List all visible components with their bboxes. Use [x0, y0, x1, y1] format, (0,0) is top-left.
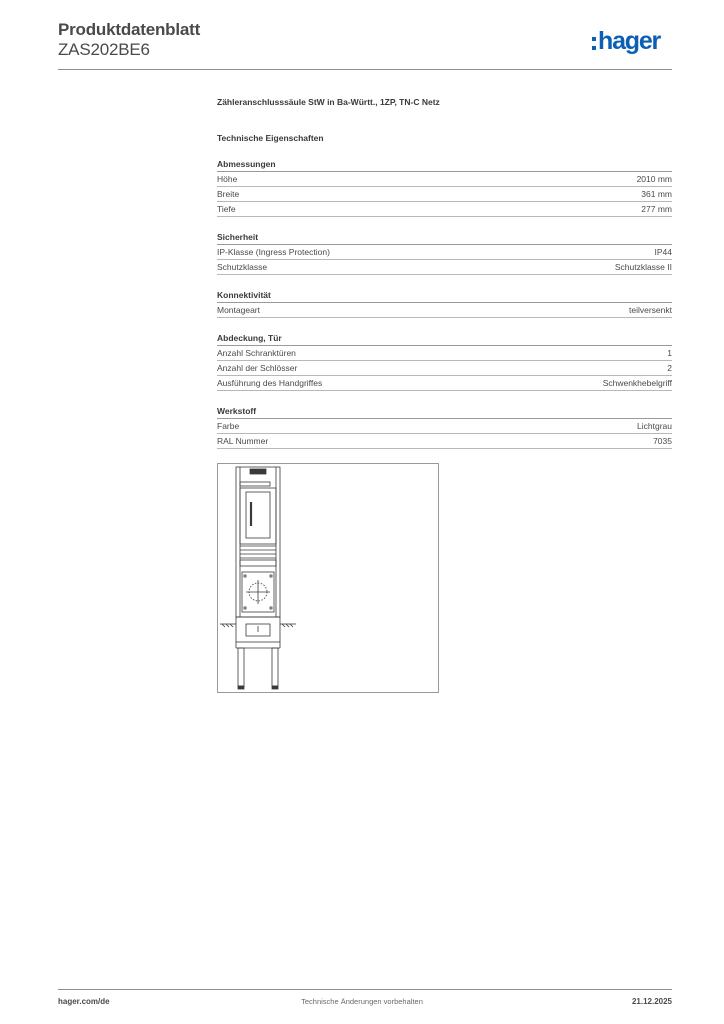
- technical-drawing-figure: [217, 463, 439, 693]
- technical-properties-heading: Technische Eigenschaften: [217, 133, 324, 143]
- header-divider: [58, 69, 672, 70]
- drawing-logo-band: [250, 469, 266, 474]
- hager-logo: [592, 27, 660, 55]
- meter-window: [240, 488, 276, 544]
- property-value: teilversenkt: [629, 305, 672, 315]
- property-value: Lichtgrau: [637, 421, 672, 431]
- property-value: 361 mm: [641, 189, 672, 199]
- section-material: [217, 405, 672, 449]
- property-row: [217, 172, 672, 187]
- section-cover-door: [217, 332, 672, 391]
- property-key: Farbe: [217, 421, 240, 431]
- property-key: IP-Klasse (Ingress Protection): [217, 247, 330, 257]
- property-key: Ausführung des Handgriffes: [217, 378, 323, 388]
- section-safety: [217, 231, 672, 275]
- property-value: Schutzklasse II: [614, 262, 672, 272]
- section-heading: Werkstoff: [217, 405, 672, 419]
- property-value: 277 mm: [641, 204, 672, 214]
- footer-date: 21.12.2025: [631, 997, 672, 1006]
- property-row: [217, 346, 672, 361]
- section-heading: Sicherheit: [217, 231, 672, 245]
- property-row: [217, 245, 672, 260]
- property-row: [217, 419, 672, 434]
- property-key: Anzahl der Schlösser: [217, 363, 298, 373]
- document-title: Produktdatenblatt: [58, 20, 201, 39]
- property-row: [217, 202, 672, 217]
- logo-text: hager: [598, 27, 661, 55]
- datasheet-content: [217, 96, 672, 481]
- property-row: [217, 434, 672, 449]
- logo-dots-icon: [592, 37, 596, 50]
- section-dimensions: [217, 158, 672, 217]
- property-value: Schwenkhebelgriff: [602, 378, 672, 388]
- section-heading: Konnektivität: [217, 289, 672, 303]
- product-code: ZAS202BE6: [58, 40, 150, 59]
- property-value: 2010 mm: [636, 174, 672, 184]
- property-key: Höhe: [217, 174, 238, 184]
- property-key: Montageart: [217, 305, 260, 315]
- section-heading: Abmessungen: [217, 158, 672, 172]
- section-heading: Abdeckung, Tür: [217, 332, 672, 346]
- product-name: Zähleranschlusssäule StW in Ba-Württ., 1ZP, TN-C Netz: [217, 97, 440, 107]
- property-row: [217, 303, 672, 318]
- section-connectivity: [217, 289, 672, 318]
- property-row: [217, 187, 672, 202]
- meter-column-drawing: [218, 464, 438, 692]
- property-key: Tiefe: [217, 204, 236, 214]
- footer-website: hager.com/de: [58, 997, 110, 1006]
- property-key: Breite: [217, 189, 240, 199]
- property-row: [217, 361, 672, 376]
- property-value: 7035: [653, 436, 672, 446]
- property-value: IP44: [654, 247, 672, 257]
- footer-note: Technische Änderungen vorbehalten: [301, 997, 423, 1006]
- property-row: [217, 260, 672, 275]
- property-value: 1: [667, 348, 672, 358]
- property-row: [217, 376, 672, 391]
- property-key: RAL Nummer: [217, 436, 269, 446]
- property-key: Schutzklasse: [217, 262, 268, 272]
- property-value: 2: [667, 363, 672, 373]
- footer-divider: [58, 989, 672, 990]
- property-key: Anzahl Schranktüren: [217, 348, 296, 358]
